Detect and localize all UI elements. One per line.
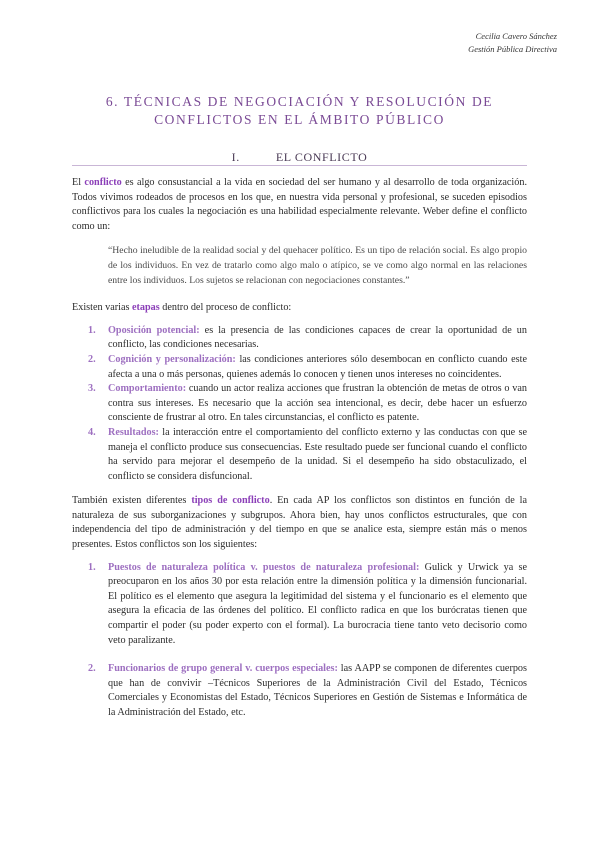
stages-list — [72, 324, 527, 485]
intro-text-after: es algo consustancial a la vida en sociedad del ser humano y al desarrollo de toda organización. Todos vivimos rodeados de procesos en los que, en nuestra vida personal y profesional, se suceden episodios conflictivos para los cuales la negociación es una habilidad especialmente relevante. Weber define el conflicto como un: — [72, 177, 527, 232]
stages-intro-after: dentro del proceso de conflicto: — [159, 302, 292, 314]
list-item-title: Resultados: — [108, 426, 159, 438]
chapter-title-line2: CONFLICTOS EN EL ÁMBITO PÚBLICO — [154, 112, 445, 127]
list-item-title: Cognición y personalización: — [108, 353, 236, 365]
intro-paragraph — [72, 176, 527, 234]
list-item — [72, 662, 527, 720]
intro-term: conflicto — [84, 177, 122, 188]
course-name: Gestión Pública Directiva — [468, 44, 557, 54]
list-item-text: las condiciones anteriores sólo desembocan en conflicto cuando este afecta a una o más personas, quienes además lo conocen y tienen unos intereses no coincidentes. — [108, 353, 527, 380]
chapter-title — [60, 93, 539, 129]
list-item-text: Gulick y Urwick ya se preocuparon en los años 30 por esta relación entre la dimensión política y la dimensión funcionarial. El político es el elemento que asegura la legitimidad del sistema y el funcionario es el elemento que asegura la eficacia de las órdenes del político. El conflicto radica en que los burócratas tienen que compartir el poder (su poder experto con el formal). La burocracia tiene tanto veto decisorio como veto paralizante. — [108, 561, 527, 646]
list-item-title: Oposición potencial: — [108, 324, 200, 336]
page-header — [468, 30, 557, 56]
section-number: I. — [231, 150, 240, 164]
types-intro-before: También existen diferentes — [72, 495, 192, 507]
section-divider — [72, 165, 527, 166]
list-item-number: 1. — [88, 324, 96, 336]
chapter-title-line1: 6. TÉCNICAS DE NEGOCIACIÓN Y RESOLUCIÓN DE — [105, 94, 494, 109]
stages-intro-paragraph — [72, 301, 527, 316]
list-item-text: es la presencia de las condiciones capaces de crear la oportunidad de un conflicto, las condiciones necesarias. — [108, 324, 527, 351]
list-item — [72, 561, 527, 649]
list-item-number: 4. — [88, 426, 96, 438]
stages-intro-term: etapas — [131, 302, 160, 314]
list-item-number: 1. — [88, 561, 96, 573]
stages-intro-before: Existen varias — [72, 302, 132, 314]
document-body — [72, 176, 527, 721]
types-intro-after: . En cada AP los conflictos son distintos en función de la naturaleza de sus suborganizaciones y subgrupos. Ahora bien, hay unos conflictos estructurales, que con independencia del tipo de administración y del tiempo en que se analice esta, siempre están más o menos presentes. Estos conflictos son los siguientes: — [72, 495, 528, 551]
list-item — [72, 353, 527, 382]
list-item — [72, 382, 527, 426]
section-title: EL CONFLICTO — [275, 150, 368, 164]
list-item — [72, 426, 527, 484]
list-item-number: 2. — [88, 353, 96, 365]
types-list — [72, 561, 527, 721]
list-item-title: Comportamiento: — [108, 383, 187, 395]
list-item-number: 3. — [88, 383, 96, 395]
list-item-text: la interacción entre el comportamiento del conflicto externo y las conductas con que se maneja el conflicto produce sus consecuencias. Este resultado puede ser funcional cuando el conflicto ha servido para mejorar el desempeño de la unidad. Si el desempeño ha sido obstaculizado, el conflicto se considera disfuncional. — [108, 426, 527, 482]
list-item-text: cuando un actor realiza acciones que frustran la obtención de metas de otros o van contra sus intereses. Es necesario que la acción sea intencional, es decir, debe hacer un esfuerzo consciente de frustrar al otro. En tales circunstancias, el conflicto es patente. — [108, 383, 527, 424]
list-item — [72, 324, 527, 353]
section-heading — [0, 150, 599, 165]
intro-text-before: El — [72, 177, 85, 188]
author-name: Cecilia Cavero Sánchez — [475, 31, 557, 41]
weber-quote: “Hecho ineludible de la realidad social y del quehacer político. Es un tipo de relación social. Es algo propio de los individuos. En vez de tratarlo como algo malo o atípico, se ve como algo normal en las relaciones entre los individuos. Los sujetos se relacionan con negociaciones constantes.” — [108, 245, 527, 286]
list-item-text: las AAPP se componen de diferentes cuerpos que han de convivir –Técnicos Superiores de la Administración Civil del Estado, Técnicos Comerciales y Economistas del Estado, Técnicos Superiores en Gestión de Sistemas e Informática de la Administración del Estado, etc. — [108, 663, 527, 718]
list-item-title: Puestos de naturaleza política v. puestos de naturaleza profesional: — [108, 561, 420, 573]
list-item-number: 2. — [88, 663, 96, 675]
types-intro-term: tipos de conflicto — [191, 495, 270, 507]
list-item-title: Funcionarios de grupo general v. cuerpos especiales: — [108, 663, 338, 675]
types-intro-paragraph — [72, 494, 527, 552]
